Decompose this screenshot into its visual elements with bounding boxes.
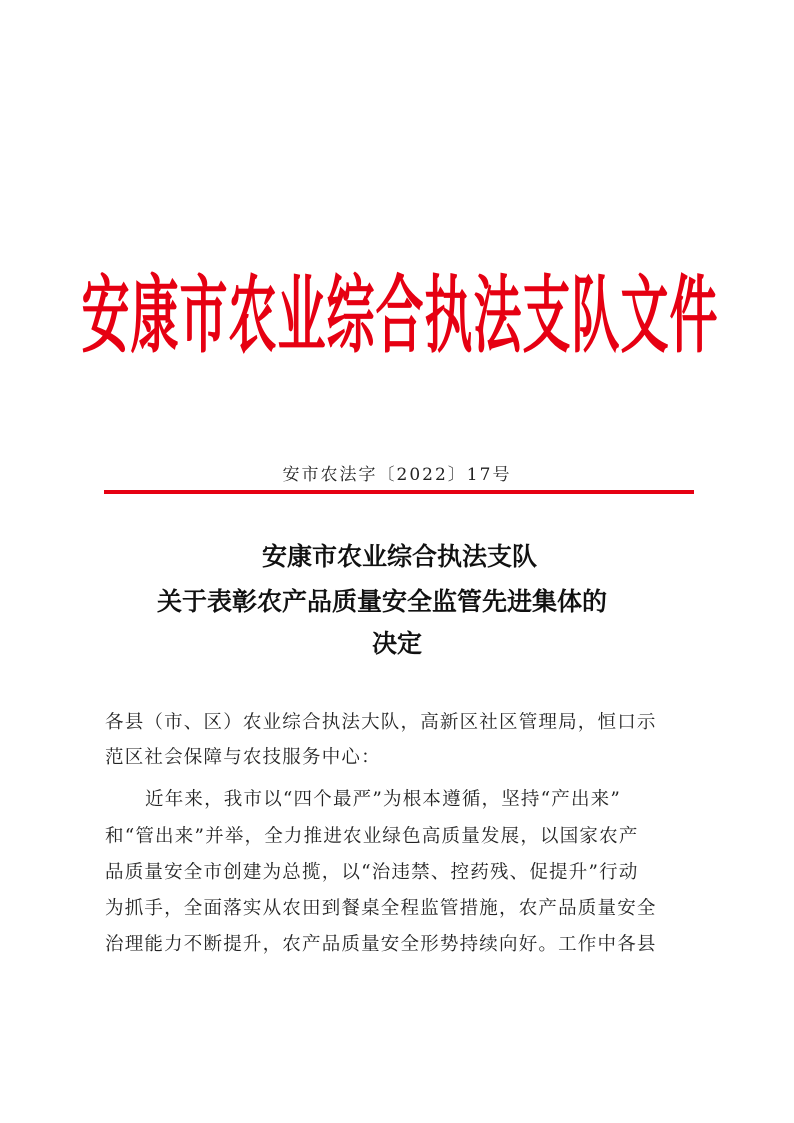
document-number: 安市农法字〔2022〕17号 <box>282 465 512 485</box>
body-text-line: 为抓手，全面落实从农田到餐桌全程监管措施，农产品质量安全 <box>105 898 657 919</box>
document-masthead <box>81 248 719 368</box>
document-title-line-2: 关于表彰农产品质量安全监管先进集体的 <box>157 587 608 616</box>
red-divider-line <box>104 490 694 494</box>
document-title-line-3: 决定 <box>372 629 423 658</box>
body-text-line: 近年来，我市以“四个最严”为根本遵循，坚持“产出来” <box>145 789 622 810</box>
document-title-line-1: 安康市农业综合执法支队 <box>262 542 538 571</box>
body-text-line: 品质量安全市创建为总揽，以“治违禁、控药残、促提升”行动 <box>105 862 639 883</box>
body-text-line: 和“管出来”并举，全力推进农业绿色高质量发展，以国家农产 <box>105 826 639 847</box>
body-text-line: 各县（市、区）农业综合执法大队，高新区社区管理局，恒口示 <box>105 712 657 733</box>
masthead-title: 安康市农业综合执法支队文件 <box>81 266 719 365</box>
body-text-line: 治理能力不断提升，农产品质量安全形势持续向好。工作中各县 <box>105 934 657 955</box>
body-text-line: 范区社会保障与农技服务中心： <box>105 747 381 768</box>
